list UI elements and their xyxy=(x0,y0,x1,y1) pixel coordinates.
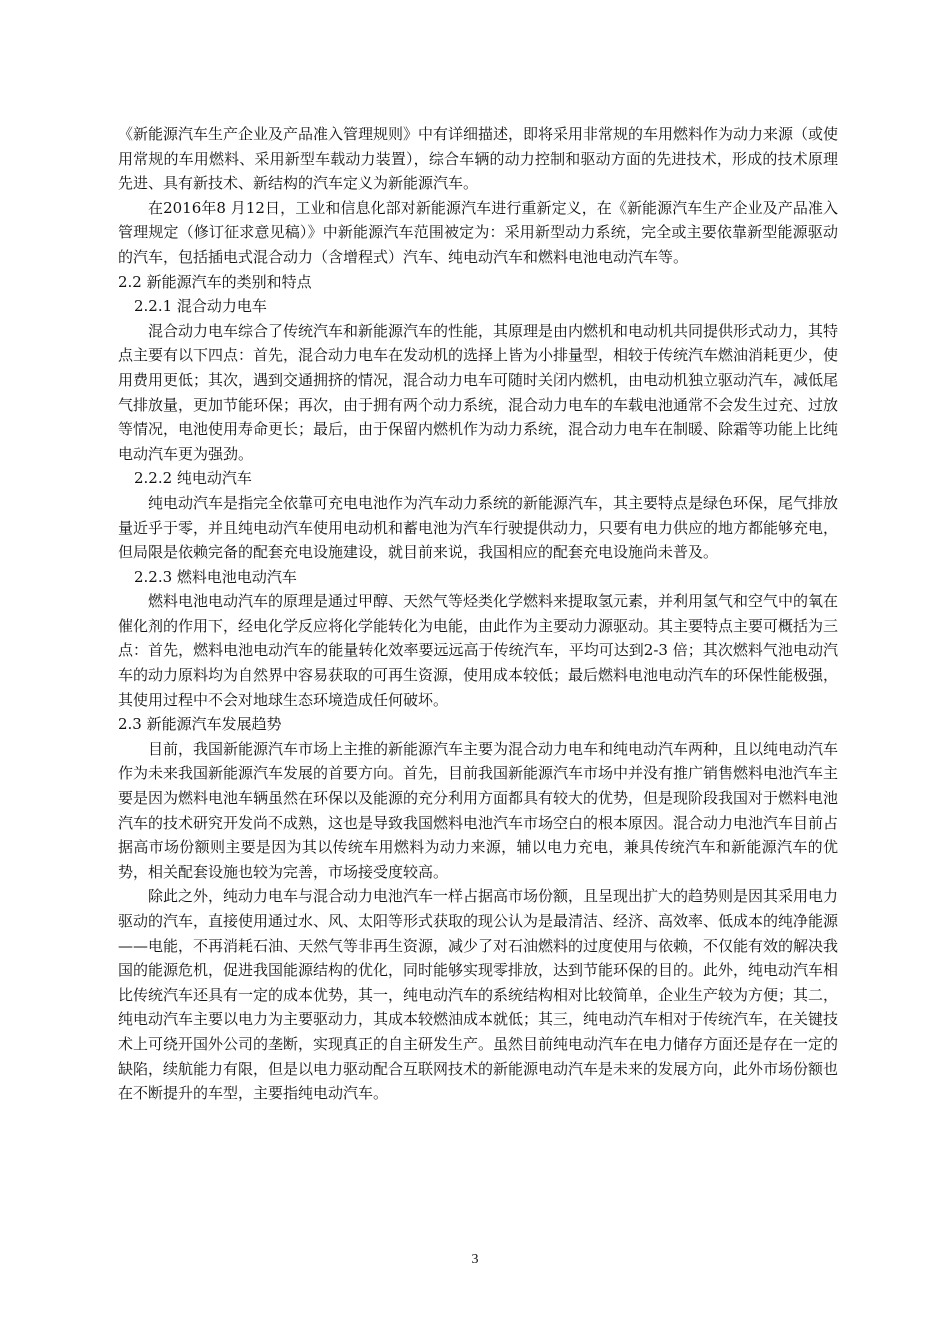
document-body xyxy=(118,122,838,1106)
section-heading: 2.2 新能源汽车的类别和特点 xyxy=(118,272,312,291)
paragraph: 《新能源汽车生产企业及产品准入管理规则》中有详细描述，即将采用非常规的车用燃料作为动力来源（或使用常规的车用燃料、采用新型车载动力装置），综合车辆的动力控制和驱动方面的先进技术，形成的技术原理先进、具有新技术、新结构的汽车定义为新能源汽车。 xyxy=(118,125,839,193)
paragraph: 混合动力电车综合了传统汽车和新能源汽车的性能，其原理是由内燃机和电动机共同提供形式动力，其特点主要有以下四点：首先，混合动力电车在发动机的选择上皆为小排量型，相较于传统汽车燃油消耗更少，使用费用更低；其次，遇到交通拥挤的情况，混合动力电车可随时关闭内燃机，由电动机独立驱动汽车，减低尾气排放量，更加节能环保；再次，由于拥有两个动力系统，混合动力电车的车载电池通常不会发生过充、过放等情况，电池使用寿命更长；最后，由于保留内燃机作为动力系统，混合动力电车在制暖、除霜等功能上比纯电动汽车更为强劲。 xyxy=(118,321,839,463)
page-number: 3 xyxy=(471,1252,479,1267)
section-heading: 2.3 新能源汽车发展趋势 xyxy=(118,715,282,734)
paragraph: 目前，我国新能源汽车市场上主推的新能源汽车主要为混合动力电车和纯电动汽车两种，且以纯电动汽车作为未来我国新能源汽车发展的首要方向。首先，目前我国新能源汽车市场中并没有推广销售燃料电池汽车主要是因为燃料电池车辆虽然在环保以及能源的充分利用方面都具有较大的优势，但是现阶段我国对于燃料电池汽车的技术研究开发尚不成熟，这也是导致我国燃料电池汽车市场空白的根本原因。混合动力电池汽车目前占据高市场份额则主要是因为其以传统车用燃料为动力来源，辅以电力充电，兼具传统汽车和新能源汽车的优势，相关配套设施也较为完善，市场接受度较高。 xyxy=(118,739,839,881)
subsection-heading: 2.2.3 燃料电池电动汽车 xyxy=(134,567,297,586)
paragraph: 纯电动汽车是指完全依靠可充电电池作为汽车动力系统的新能源汽车，其主要特点是绿色环保，尾气排放量近乎于零，并且纯电动汽车使用电动机和蓄电池为汽车行驶提供动力，只要有电力供应的地方都能够充电，但局限是依赖完备的配套充电设施建设，就目前来说，我国相应的配套充电设施尚未普及。 xyxy=(118,493,839,562)
subsection-heading: 2.2.2 纯电动汽车 xyxy=(134,469,252,488)
paragraph: 除此之外，纯动力电车与混合动力电池汽车一样占据高市场份额，且呈现出扩大的趋势则是因其采用电力驱动的汽车，直接使用通过水、风、太阳等形式获取的现公认为是最清洁、经济、高效率、低成本的纯净能源——电能，不再消耗石油、天然气等非再生资源，减少了对石油燃料的过度使用与依赖，不仅能有效的解决我国的能源危机，促进我国能源结构的优化，同时能够实现零排放，达到节能环保的目的。此外，纯电动汽车相比传统汽车还具有一定的成本优势，其一，纯电动汽车的系统结构相对比较简单，企业生产较为方便；其二，纯电动汽车主要以电力为主要驱动力，其成本较燃油成本就低；其三，纯电动汽车相对于传统汽车，在关键技术上可绕开国外公司的垄断，实现真正的自主研发生产。虽然目前纯电动汽车在电力储存方面还是存在一定的缺陷，续航能力有限，但是以电力驱动配合互联网技术的新能源电动汽车是未来的发展方向，此外市场份额也在不断提升的车型，主要指纯电动汽车。 xyxy=(118,887,839,1103)
subsection-heading: 2.2.1 混合动力电车 xyxy=(134,297,267,316)
paragraph: 在2016年8 月12日，工业和信息化部对新能源汽车进行重新定义，在《新能源汽车生产企业及产品准入管理规定（修订征求意见稿）》中新能源汽车范围被定为：采用新型动力系统，完全或主要依靠新型能源驱动的汽车，包括插电式混合动力（含增程式）汽车、纯电动汽车和燃料电池电动汽车等。 xyxy=(118,198,838,266)
paragraph: 燃料电池电动汽车的原理是通过甲醇、天然气等烃类化学燃料来提取氢元素，并利用氢气和空气中的氧在催化剂的作用下，经电化学反应将化学能转化为电能，由此作为主要动力源驱动。其主要特点主要可概括为三点：首先，燃料电池电动汽车的能量转化效率要远远高于传统汽车，平均可达到2-3 倍；其次燃料气池电动汽车的动力原料均为自然界中容易获取的可再生资源，使用成本较低；最后燃料电池电动汽车的环保性能极强，其使用过程中不会对地球生态环境造成任何破坏。 xyxy=(118,592,839,709)
